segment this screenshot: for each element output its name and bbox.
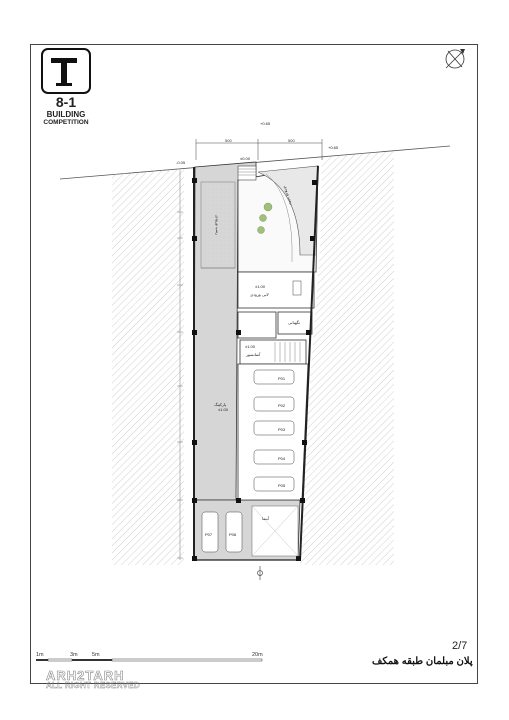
room-label: آسانسور bbox=[246, 352, 261, 357]
level-label: ±1.00 bbox=[245, 344, 255, 349]
logo-number: 8-1 bbox=[55, 94, 77, 110]
scale-label: 1m bbox=[36, 652, 44, 658]
room-label: نگهبانی bbox=[288, 320, 301, 325]
neighbor-left-hatch bbox=[112, 168, 184, 565]
logo-line-competition: COMPETITION bbox=[43, 119, 89, 126]
page-number: 2/7 bbox=[452, 640, 468, 652]
stall-label: P02 bbox=[278, 403, 286, 408]
dimension-label: 500 bbox=[225, 138, 232, 143]
stall-label: P04 bbox=[278, 456, 286, 461]
lobby-room bbox=[238, 272, 314, 308]
stall-label: P07 bbox=[205, 532, 213, 537]
room-label: پارکینگ bbox=[214, 402, 227, 407]
scale-label: 3m bbox=[70, 652, 78, 658]
stall-label: P05 bbox=[278, 483, 286, 488]
lobby-desk bbox=[293, 281, 301, 295]
level-label: +0.65 bbox=[260, 121, 271, 126]
dimension-label: 500 bbox=[288, 138, 295, 143]
room-label: رمپ ورودی bbox=[283, 184, 295, 206]
sheet-title: پلان مبلمان طبقه همکف bbox=[372, 656, 473, 667]
entry-stairs bbox=[238, 166, 256, 180]
stall-label: P01 bbox=[278, 376, 286, 381]
elevator-core bbox=[238, 312, 276, 338]
watermark-brand: ARH2TARH bbox=[46, 668, 125, 683]
level-label: ±0.00 bbox=[240, 156, 250, 161]
logo-line-building: BUILDING bbox=[46, 110, 86, 119]
dimension-line-top bbox=[196, 139, 322, 160]
level-label: ±1.00 bbox=[218, 407, 228, 412]
stall-label: P08 bbox=[229, 532, 237, 537]
level-label: +0.65 bbox=[328, 145, 339, 150]
room-label: رمپ ورودی bbox=[215, 215, 220, 235]
room-label: لابی ورودی bbox=[250, 292, 269, 297]
stall-label: P03 bbox=[278, 427, 286, 432]
scale-label: 20m bbox=[252, 652, 263, 658]
watermark-rights: ALL RIGHT RESERVED bbox=[46, 681, 141, 690]
scale-label: 5m bbox=[92, 652, 100, 658]
level-label: ±1.00 bbox=[255, 284, 265, 289]
entrance-marker-icon bbox=[258, 566, 263, 580]
level-label: -0.05 bbox=[176, 160, 186, 165]
room-label: آبنما bbox=[262, 516, 269, 521]
